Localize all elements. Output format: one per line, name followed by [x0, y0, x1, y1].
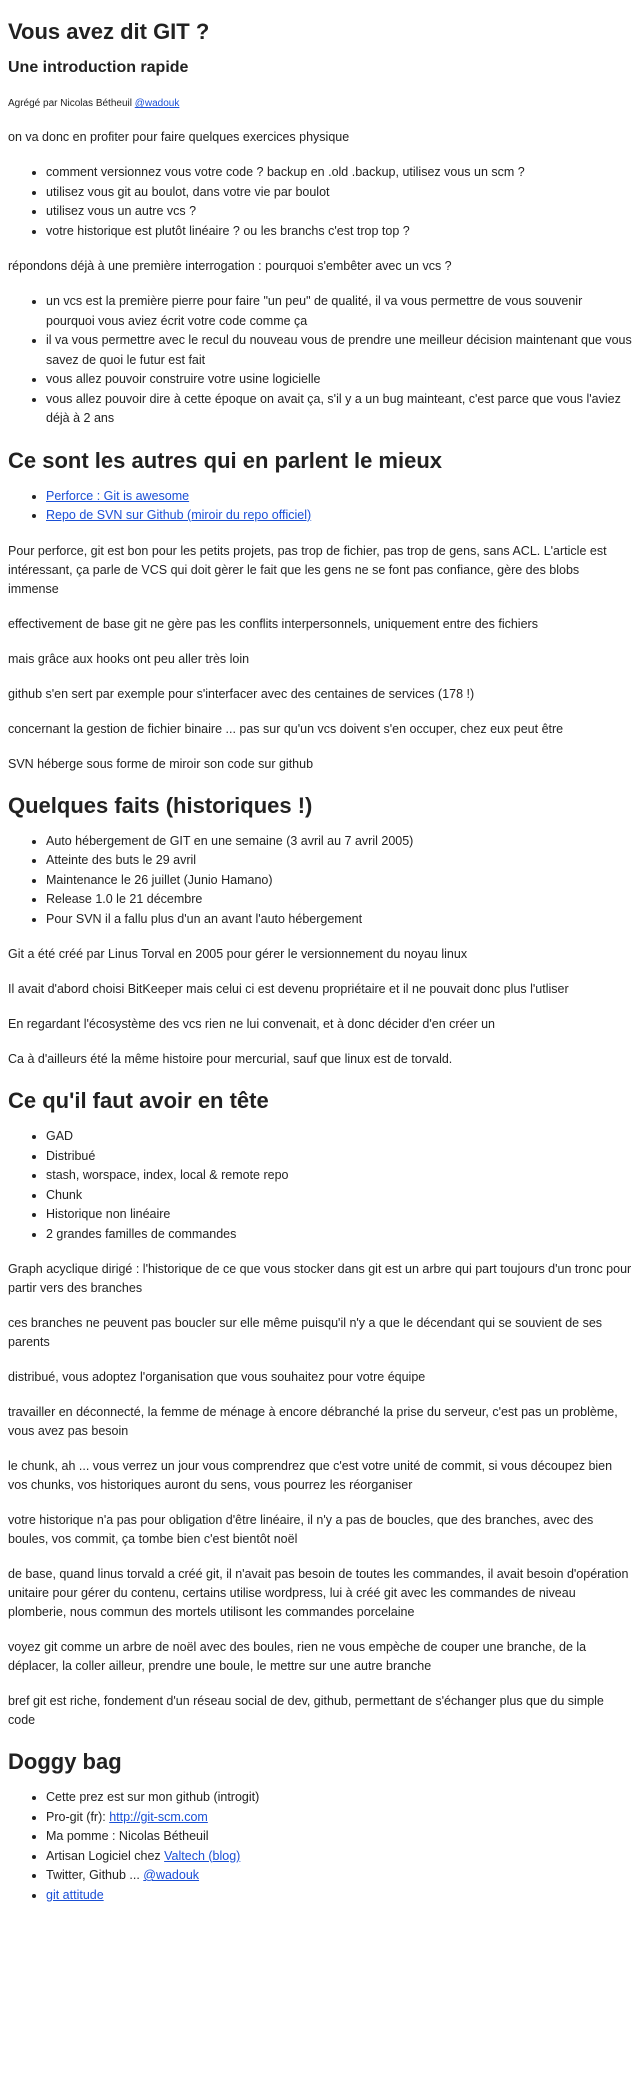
intro-paragraph: on va donc en profiter pour faire quelques exercices physique: [8, 130, 350, 144]
list-item: • un vcs est la première pierre pour faire "un peu" de qualité, il va vous permettre de vous souvenir pourquoi vous aviez écrit votre code comme ça: [46, 292, 632, 331]
paragraph: votre historique n'a pas pour obligation d'être linéaire, il n'y a pas de boucles, que des branches, avec des boules, vos commit, ça tombe bien c'est bientôt noël: [8, 1513, 594, 1546]
wadouk-link[interactable]: @wadouk: [143, 1868, 200, 1882]
byline: [8, 94, 632, 113]
references-list: [8, 487, 632, 526]
item-text: Ma pomme : Nicolas Bétheuil: [46, 1829, 209, 1843]
valtech-blog-link[interactable]: Valtech (blog): [164, 1848, 241, 1863]
paragraph: Il avait d'abord choisi BitKeeper mais celui ci est devenu propriétaire et il ne pouvait donc plus l'utliser: [8, 982, 569, 996]
list-item: [46, 1788, 632, 1808]
list-item: • il va vous permettre avec le recul du nouveau vous de prendre une meilleur décision maintenant que vous savez de quoi le futur est fait: [46, 331, 632, 370]
list-item: [46, 1866, 632, 1886]
paragraph: concernant la gestion de fichier binaire ... pas sur qu'un vcs doivent s'en occuper, chez eux peut être: [8, 721, 564, 736]
list-item: [46, 1886, 632, 1906]
list-item: • comment versionnez vous votre code ? backup en .old .backup, utilisez vous un scm ?: [46, 163, 632, 183]
list-item: • Pour SVN il a fallu plus d'un an avant l'auto hébergement: [46, 910, 632, 930]
list-item: • utilisez vous git au boulot, dans votre vie par boulot: [46, 183, 632, 203]
list-item: • 2 grandes familles de commandes: [46, 1225, 632, 1245]
list-item: • Atteinte des buts le 29 avril: [46, 851, 632, 871]
perforce-link[interactable]: Perforce : Git is awesome: [46, 488, 190, 503]
list-item: • vous allez pouvoir dire à cette époque on avait ça, s'il y a un bug mainteant, c'est parce que vous l'aviez déjà à 2 ans: [46, 390, 632, 429]
list-item: [46, 506, 632, 526]
item-text: Twitter, Github ...: [46, 1868, 144, 1882]
paragraph: travailler en déconnecté, la femme de ménage à encore débranché la prise du serveur, c'est pas un problème, vous avez pas besoin: [8, 1405, 618, 1438]
list-item: • vous allez pouvoir construire votre usine logicielle: [46, 370, 632, 390]
item-text: Artisan Logiciel chez: [46, 1848, 165, 1863]
paragraph: voyez git comme un arbre de noël avec des boules, rien ne vous empèche de couper une branche, de la déplacer, la coller ailleur, prendre une boule, le mettre sur une autre branche: [8, 1640, 587, 1673]
list-item: • utilisez vous un autre vcs ?: [46, 202, 632, 222]
section-heading-facts: Quelques faits (historiques !): [8, 792, 313, 818]
list-item: [46, 1808, 632, 1828]
paragraph: mais grâce aux hooks ont peu aller très loin: [8, 651, 250, 666]
item-text: Pro-git (fr):: [46, 1809, 110, 1824]
list-item: • Chunk: [46, 1186, 632, 1206]
byline-text: Agrégé par Nicolas Bétheuil: [8, 98, 132, 109]
paragraph: distribué, vous adoptez l'organisation que vous souhaitez pour votre équipe: [8, 1370, 426, 1384]
list-item: [46, 1847, 632, 1867]
item-text: Cette prez est sur mon github (introgit): [46, 1790, 260, 1804]
paragraph: ces branches ne peuvent pas boucler sur elle même puisqu'il n'y a que le décendant qui se souvient de ses parents: [8, 1316, 603, 1349]
paragraph: de base, quand linus torvald a créé git, il n'avait pas besoin de toutes les commandes, il avait besoin d'opération unitaire pour gérer du contenu, certains utilise wordpress, lui à créé git avec les commandes de niveau plomberie, nous commun des mortels utilisont les commandes porcelaine: [8, 1567, 629, 1619]
concepts-list: [8, 1127, 632, 1244]
svn-github-link[interactable]: Repo de SVN sur Github (miroir du repo officiel): [46, 508, 312, 522]
git-attitude-link[interactable]: git attitude: [46, 1887, 104, 1902]
questions-list: [8, 163, 632, 241]
paragraph: En regardant l'écosystème des vcs rien ne lui convenait, et à donc décider d'en créer un: [8, 1017, 495, 1031]
doggy-bag-list: [8, 1788, 632, 1905]
pro-git-link[interactable]: http://git-scm.com: [109, 1809, 208, 1824]
list-item: • Release 1.0 le 21 décembre: [46, 890, 632, 910]
paragraph: le chunk, ah ... vous verrez un jour vous comprendrez que c'est votre unité de commit, si vous découpez bien vos chunks, vos historiques auront du sens, vous pourrez les réorganiser: [8, 1459, 613, 1492]
section-heading-others: Ce sont les autres qui en parlent le mieux: [8, 447, 443, 473]
list-item: • votre historique est plutôt linéaire ? ou les branchs c'est trop top ?: [46, 222, 632, 242]
paragraph: github s'en sert par exemple pour s'interfacer avec des centaines de services (178 !): [8, 686, 475, 701]
author-link[interactable]: @wadouk: [134, 98, 180, 109]
list-item: • GAD: [46, 1127, 632, 1147]
page-title: Vous avez dit GIT ?: [8, 19, 210, 44]
list-item: • Auto hébergement de GIT en une semaine (3 avril au 7 avril 2005): [46, 832, 632, 852]
list-item: [46, 1827, 632, 1847]
paragraph: effectivement de base git ne gère pas les conflits interpersonnels, uniquement entre des fichiers: [8, 616, 538, 631]
paragraph: Pour perforce, git est bon pour les petits projets, pas trop de fichier, pas trop de gens, sans ACL. L'article est intéressant, ça parle de VCS qui doit gèrer le fait que les gens ne se font pas confiance, gère des blobs immense: [8, 543, 607, 596]
paragraph: bref git est riche, fondement d'un réseau social de dev, github, permettant de s'échanger plus que du simple code: [8, 1694, 604, 1727]
list-item: • Maintenance le 26 juillet (Junio Hamano): [46, 871, 632, 891]
paragraph: Ca à d'ailleurs été la même histoire pour mercurial, sauf que linux est de torvald.: [8, 1052, 453, 1066]
section-heading-keep-in-mind: Ce qu'il faut avoir en tête: [8, 1088, 269, 1113]
list-item: • Historique non linéaire: [46, 1205, 632, 1225]
section-heading-doggy-bag: Doggy bag: [8, 1749, 122, 1774]
paragraph: SVN héberge sous forme de miroir son code sur github: [8, 756, 314, 771]
paragraph: Graph acyclique dirigé : l'historique de ce que vous stocker dans git est un arbre qui part toujours d'un tronc pour partir vers des branches: [8, 1262, 632, 1295]
page-subtitle: Une introduction rapide: [8, 59, 189, 76]
list-item: [46, 487, 632, 507]
list-item: • Distribué: [46, 1147, 632, 1167]
paragraph: Git a été créé par Linus Torval en 2005 pour gérer le versionnement du noyau linux: [8, 947, 468, 961]
why-intro-paragraph: répondons déjà à une première interrogation : pourquoi s'embêter avec un vcs ?: [8, 259, 452, 273]
facts-list: [8, 832, 632, 930]
list-item: • stash, worspace, index, local & remote repo: [46, 1166, 632, 1186]
why-list: [8, 292, 632, 429]
